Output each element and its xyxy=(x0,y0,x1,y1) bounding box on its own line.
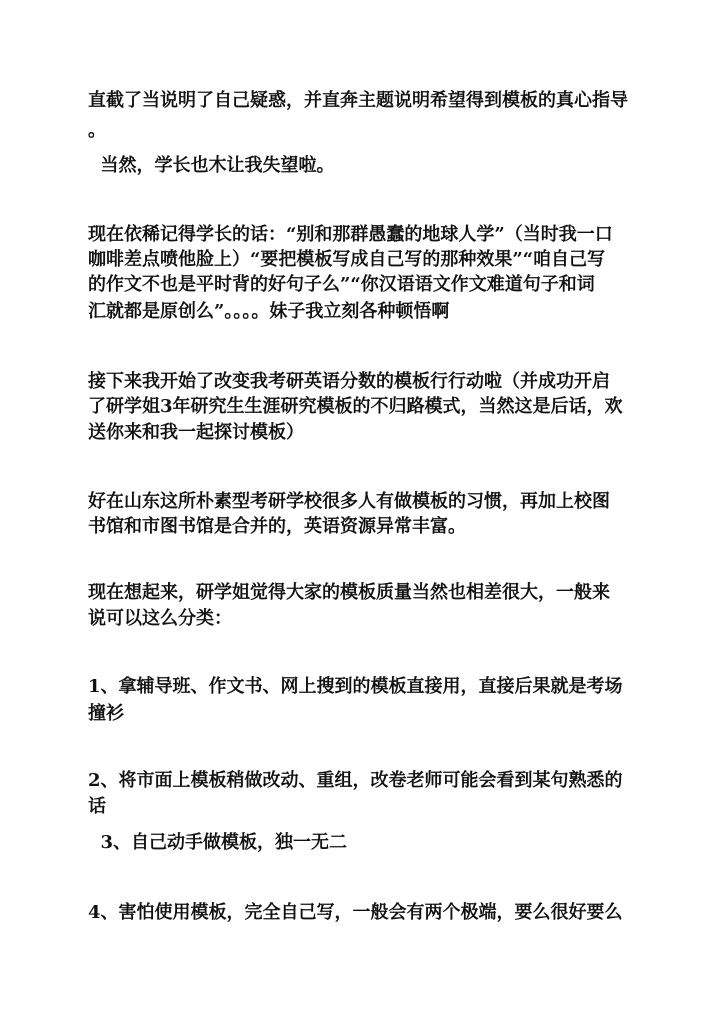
text-line: 现在依稀记得学长的话：“别和那群愚蠢的地球人学”（当时我一口 xyxy=(88,224,613,245)
text-line: 直截了当说明了自己疑惑，并直奔主题说明希望得到模板的真心指导 xyxy=(88,90,628,111)
text-line: 送你来和我一起探讨模板） xyxy=(88,422,304,443)
text-line: 了研学姐3年研究生生涯研究模板的不归路模式，当然这是后话，欢 xyxy=(88,396,623,417)
text-line: 3、自己动手做模板，独一无二 xyxy=(88,832,348,853)
text-line: 话 xyxy=(88,796,106,817)
text-line: 现在想起来，研学姐觉得大家的模板质量当然也相差很大，一般来 xyxy=(88,582,610,603)
text-line: 4、害怕使用模板，完全自己写，一般会有两个极端，要么很好要么 xyxy=(88,902,623,923)
text-line: 汇就都是原创么”。。。。妹子我立刻各种顿悟啊 xyxy=(88,301,450,322)
text-line: 。 xyxy=(88,120,106,141)
text-line: 咖啡差点喷他脸上）“要把模板写成自己写的那种效果”“咱自己写 xyxy=(88,249,606,270)
text-line: 书馆和市图书馆是合并的，英语资源异常丰富。 xyxy=(88,516,466,537)
text-line: 的作文不也是平时背的好句子么”“你汉语语文作文难道句子和词 xyxy=(88,274,595,295)
text-line: 1、拿辅导班、作文书、网上搜到的模板直接用，直接后果就是考场 xyxy=(88,676,623,697)
text-line: 说可以这么分类： xyxy=(88,608,232,629)
text-line: 当然，学长也木让我失望啦。 xyxy=(88,155,335,176)
text-line: 撞衫 xyxy=(88,703,124,724)
text-line: 好在山东这所朴素型考研学校很多人有做模板的习惯，再加上校图 xyxy=(88,491,610,512)
text-line: 2、将市面上模板稍做改动、重组，改卷老师可能会看到某句熟悉的 xyxy=(88,770,623,791)
text-line: 接下来我开始了改变我考研英语分数的模板行行动啦（并成功开启 xyxy=(88,371,610,392)
